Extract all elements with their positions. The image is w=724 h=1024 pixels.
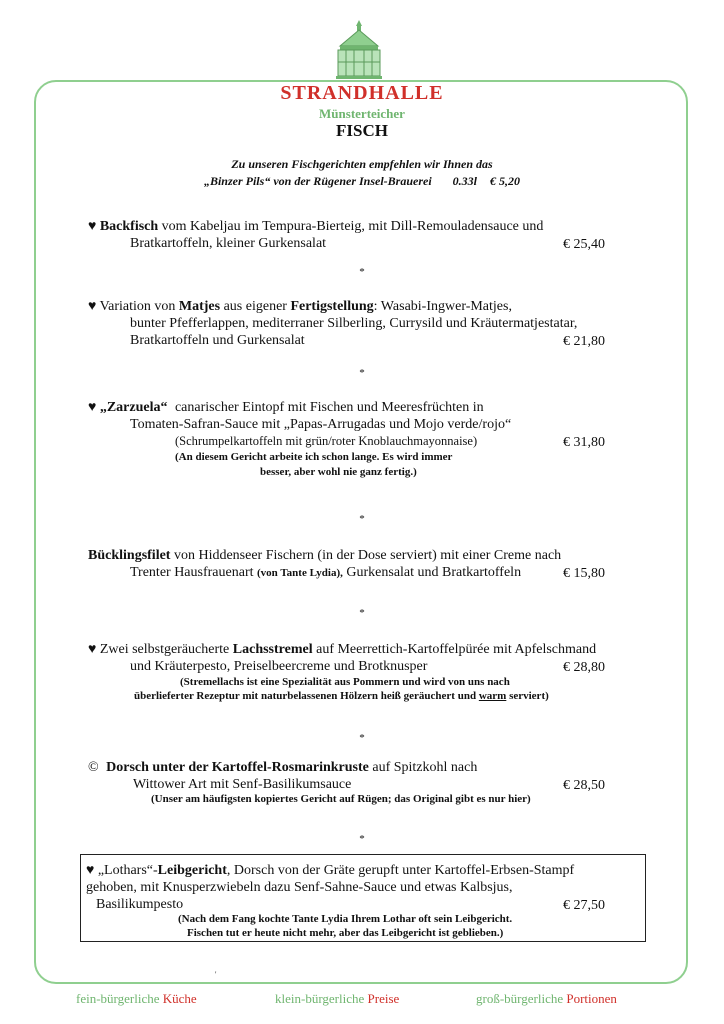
dish-note: besser, aber wohl nie ganz fertig.) — [260, 466, 417, 478]
pavilion-icon — [334, 18, 384, 80]
dish-description: (Schrumpelkartoffeln mit grün/roter Knoblauchmayonnaise) — [175, 434, 478, 448]
dish-note: Fischen tut er heute nicht mehr, aber das Leibgericht ist geblieben.) — [187, 927, 504, 939]
dish-description: Bratkartoffeln und Gurkensalat — [130, 333, 305, 348]
dish-name: Lachsstremel — [232, 642, 313, 657]
dish-description: Tomaten-Safran-Sauce mit „Papas-Arrugadas und Mojo verde/rojo“ — [130, 417, 512, 432]
heart-icon: ♥ — [88, 642, 97, 657]
dish-name: Matjes — [178, 299, 221, 314]
dish-note: (Nach dem Fang kochte Tante Lydia Ihrem Lothar oft sein Leibgericht. — [178, 913, 513, 925]
dish-note: (An diesem Gericht arbeite ich schon lange. Es wird immer — [175, 451, 453, 463]
restaurant-subtitle: Münsterteicher — [319, 106, 405, 121]
menu-item-buecklingsfilet: Bücklingsfilet von Hiddenseer Fischern (in der Dose serviert) mit einer Creme nach — [88, 548, 562, 563]
dish-name: Backfisch — [99, 219, 159, 234]
dish-price: € 21,80 — [563, 334, 605, 349]
dish-description: Bratkartoffeln, kleiner Gurkensalat — [130, 236, 327, 251]
menu-item-lachsstremel: ♥ Zwei selbstgeräucherte Lachsstremel auf Meerrettich-Kartoffelpürée mit Apfelschmand — [88, 642, 597, 657]
dish-description: bunter Pfefferlappen, mediterraner Silberling, Currysild und Kräutermatjestatar, — [130, 316, 578, 331]
intro-beer: „Binzer Pils“ von der Rügener Insel-Brauerei — [203, 174, 432, 188]
heart-icon: ♥ — [86, 863, 95, 878]
decorative-dot: ' — [215, 970, 217, 979]
menu-frame — [34, 80, 688, 984]
dish-price: € 25,40 — [563, 237, 605, 252]
separator: * — [359, 266, 365, 278]
menu-item-matjes: ♥ Variation von Matjes aus eigener Fertigstellung: Wasabi-Ingwer-Matjes, — [88, 299, 512, 314]
dish-price: € 28,80 — [563, 660, 605, 675]
copyright-icon: © — [88, 760, 99, 775]
dish-note: überlieferter Rezeptur mit naturbelassenen Hölzern heiß geräuchert und warm serviert) — [134, 690, 549, 702]
section-title: FISCH — [336, 121, 388, 140]
heart-icon: ♥ — [88, 299, 97, 314]
dish-description: gehoben, mit Knusperzwiebeln dazu Senf-Sahne-Sauce und etwas Kalbsjus, — [86, 880, 513, 895]
menu-item-leibgericht: ♥ „Lothars“-Leibgericht, Dorsch von der Gräte gerupft unter Kartoffel-Erbsen-Stampf — [86, 863, 575, 878]
separator: * — [359, 732, 365, 744]
restaurant-name: STRANDHALLE — [280, 82, 444, 104]
dish-description: und Kräuterpesto, Preiselbeercreme und Brotknusper — [130, 659, 428, 674]
footer-preise: klein-bürgerliche Preise — [275, 991, 400, 1006]
intro-line-1: Zu unseren Fischgerichten empfehlen wir Ihnen das — [231, 157, 493, 171]
heart-icon: ♥ — [88, 219, 97, 234]
dish-price: € 15,80 — [563, 566, 605, 581]
menu-item-zarzuela: ♥ „Zarzuela“ canarischer Eintopf mit Fischen und Meeresfrüchten in — [88, 400, 484, 415]
dish-name: Leibgericht — [157, 863, 227, 878]
dish-price: € 28,50 — [563, 778, 605, 793]
dish-description: Wittower Art mit Senf-Basilikumsauce — [133, 777, 352, 792]
menu-item-backfisch: ♥ Backfisch vom Kabeljau im Tempura-Bierteig, mit Dill-Remouladensauce und — [88, 219, 544, 234]
heart-icon: ♥ — [88, 400, 97, 415]
dish-note: (Stremellachs ist eine Spezialität aus Pommern und wird von uns nach — [180, 676, 510, 688]
menu-item-dorsch: © Dorsch unter der Kartoffel-Rosmarinkruste auf Spitzkohl nach — [88, 760, 478, 775]
intro-volume: 0.33l — [452, 174, 478, 188]
footer-kueche: fein-bürgerliche Küche — [76, 991, 197, 1006]
intro-price: € 5,20 — [490, 174, 521, 188]
separator: * — [359, 607, 365, 619]
dish-name: Dorsch unter der Kartoffel-Rosmarinkruste — [106, 760, 369, 775]
dish-description: Basilikumpesto — [96, 897, 184, 912]
footer-portionen: groß-bürgerliche Portionen — [476, 991, 617, 1006]
dish-name: Bücklingsfilet — [88, 548, 171, 563]
intro-line-2 — [0, 173, 724, 190]
dish-price: € 31,80 — [563, 435, 605, 450]
dish-note: (Unser am häufigsten kopiertes Gericht auf Rügen; das Original gibt es nur hier) — [151, 793, 531, 805]
dish-price: € 27,50 — [563, 898, 605, 913]
dish-name: „Zarzuela“ — [99, 400, 168, 415]
separator: * — [359, 367, 365, 379]
separator: * — [359, 513, 365, 525]
separator: * — [359, 833, 365, 845]
dish-description: Trenter Hausfrauenart (von Tante Lydia), Gurkensalat und Bratkartoffeln — [130, 565, 522, 580]
